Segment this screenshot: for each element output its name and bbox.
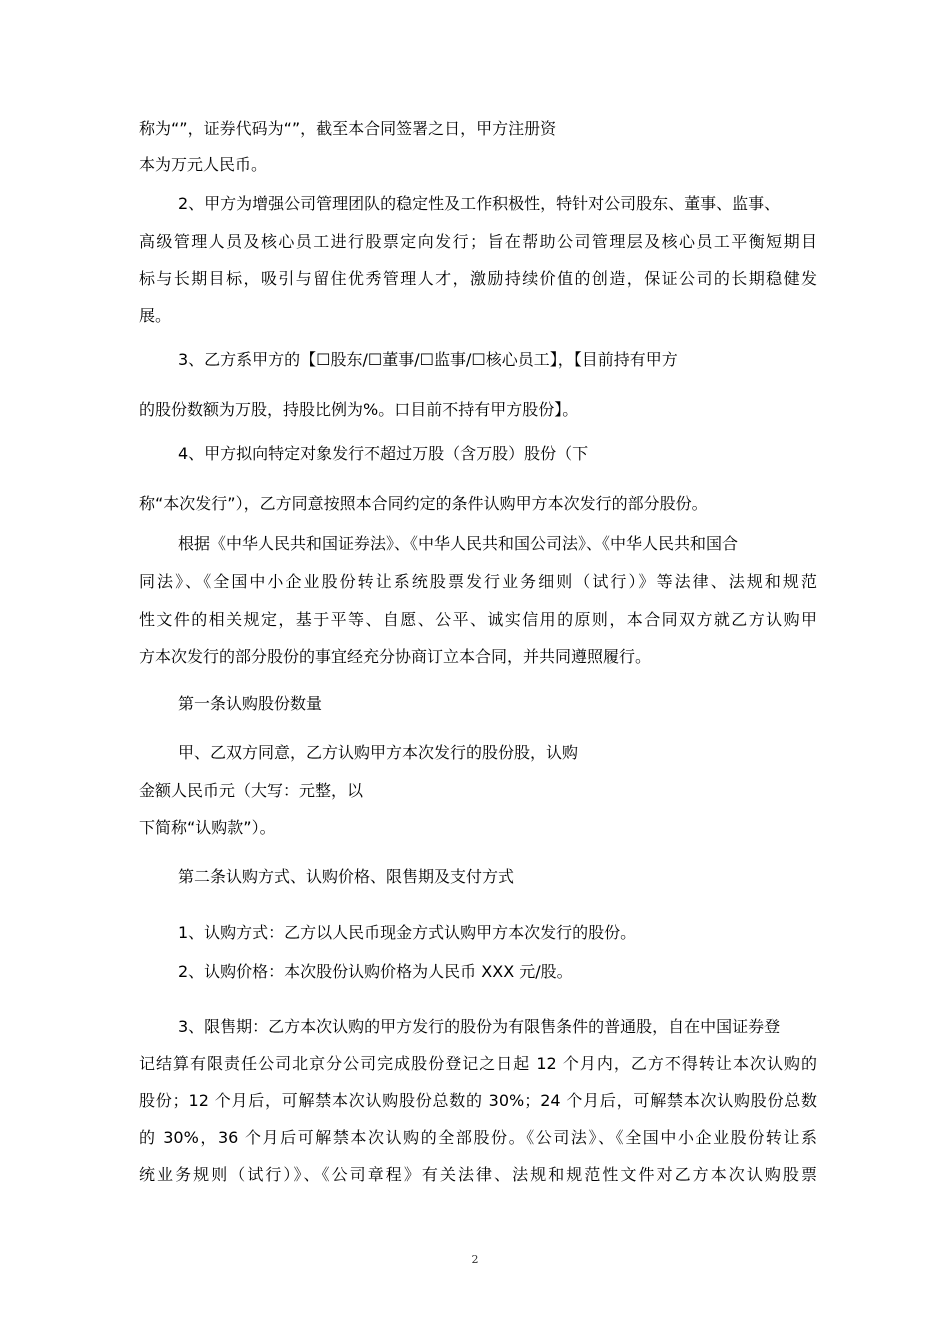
text-line: 称“本次发行”），乙方同意按照本合同约定的条件认购甲方本次发行的部分股份。 [139,494,708,513]
text-line: 股份；12 个月后，可解禁本次认购股份总数的 30%；24 个月后，可解禁本次认购股份总数 [139,1091,817,1110]
text-line: 金额人民币元（大写：元整，以 [139,781,364,800]
text-line: 下简称“认购款”）。 [139,818,276,837]
text-line: 的股份数额为万股，持股比例为%。口目前不持有甲方股份】。 [139,400,579,419]
text-line: 本为万元人民币。 [139,155,268,174]
text-line: 展。 [139,306,172,325]
text-line: 方本次发行的部分股份的事宜经充分协商订立本合同，并共同遵照履行。 [139,647,652,666]
text-line: 根据《中华人民共和国证券法》、《中华人民共和国公司法》、《中华人民共和国合 [178,534,739,553]
text-line: 记结算有限责任公司北京分公司完成股份登记之日起 12 个月内，乙方不得转让本次认购的 [139,1054,817,1073]
text-line: 4、甲方拟向特定对象发行不超过万股（含万股）股份（下 [178,444,589,463]
text-line: 同法》、《全国中小企业股份转让系统股票发行业务细则（试行）》等法律、法规和规范 [139,572,817,591]
page-number: 2 [471,1253,479,1266]
text-line: 2、认购价格：本次股份认购价格为人民币 XXX 元/股。 [178,962,573,981]
text-line: 统业务规则（试行）》、《公司章程》有关法律、法规和规范性文件对乙方本次认购股票 [139,1165,817,1184]
text-line: 甲、乙双方同意，乙方认购甲方本次发行的股份股，认购 [178,743,579,762]
section-heading: 第二条认购方式、认购价格、限售期及支付方式 [178,867,515,886]
text-line: 1、认购方式：乙方以人民币现金方式认购甲方本次发行的股份。 [178,923,637,942]
text-line: 高级管理人员及核心员工进行股票定向发行；旨在帮助公司管理层及核心员工平衡短期目 [139,232,817,251]
text-line: 的 30%，36 个月后可解禁本次认购的全部股份。《公司法》、《全国中小企业股份转让系 [139,1128,817,1147]
text-line: 3、乙方系甲方的【☐股东/☐董事/☐监事/☐核心员工】，【目前持有甲方 [178,350,678,369]
text-line: 性文件的相关规定，基于平等、自愿、公平、诚实信用的原则，本合同双方就乙方认购甲 [139,610,817,629]
text-line: 称为“”，证券代码为“”，截至本合同签署之日，甲方注册资 [139,119,557,138]
text-line: 3、限售期：乙方本次认购的甲方发行的股份为有限售条件的普通股，自在中国证券登 [178,1017,781,1036]
section-heading: 第一条认购股份数量 [178,694,323,713]
text-line: 2、甲方为增强公司管理团队的稳定性及工作积极性，特针对公司股东、董事、监事、 [178,194,781,213]
text-line: 标与长期目标，吸引与留住优秀管理人才，激励持续价值的创造，保证公司的长期稳健发 [139,269,817,288]
